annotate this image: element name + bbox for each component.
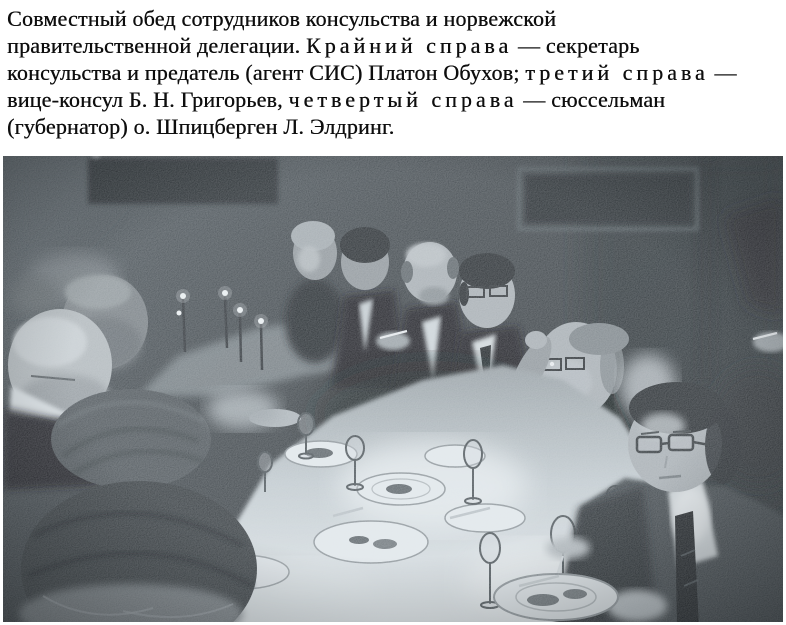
caption-text: правительственной делегации.: [7, 33, 306, 58]
caption-line: [7, 86, 782, 113]
caption-text: — сюссельман: [517, 87, 666, 112]
caption-text: консульства и предатель (агент СИС) Платон Обухов;: [7, 60, 526, 85]
photograph: [3, 156, 783, 622]
caption-line: [7, 32, 782, 59]
caption-emphasis: третий справа: [525, 60, 709, 85]
caption-emphasis: Крайний справа: [305, 33, 513, 58]
caption-line: [7, 113, 782, 140]
caption-line: [7, 59, 782, 86]
caption-line: [7, 5, 782, 32]
photo-scene: [3, 156, 783, 622]
vignette-overlay: [3, 156, 783, 622]
caption-text: вице-консул Б. Н. Григорьев,: [7, 87, 289, 112]
caption-emphasis: четвертый справа: [288, 87, 518, 112]
caption-text: Совместный обед сотрудников консульства и норвежской: [7, 6, 557, 31]
caption-text: — секретарь: [512, 33, 640, 58]
caption-text: (губернатор) о. Шпицберген Л. Элдринг.: [7, 114, 395, 139]
photo-caption: [7, 5, 782, 140]
caption-text: —: [708, 60, 737, 85]
